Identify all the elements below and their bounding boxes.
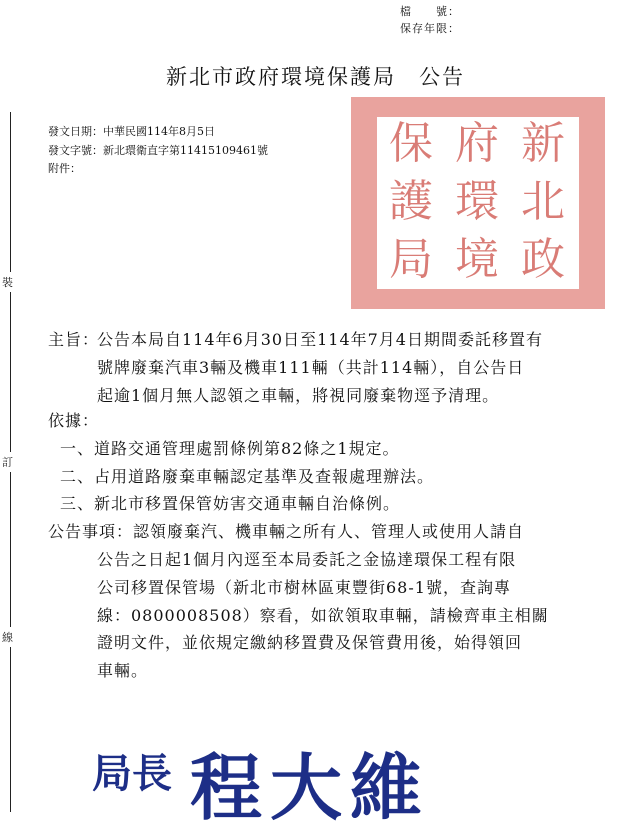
- margin-mark-bind: 裝: [2, 272, 13, 292]
- seal-char: 局: [389, 234, 433, 285]
- seal-char: 環: [455, 176, 499, 227]
- notice-line: 公司移置保管場（新北市樹林區東豐街68-1號，查詢專: [97, 578, 511, 597]
- seal-char: 政: [521, 234, 565, 285]
- seal-char: 保: [389, 118, 433, 169]
- seal-char: 護: [389, 176, 433, 227]
- seal-char: 境: [455, 234, 499, 285]
- subject-line: 號牌廢棄汽車3輛及機車111輛（共計114輛），自公告日: [97, 358, 525, 377]
- notice-label: 公告事項：: [48, 522, 134, 541]
- serial-number-label: 檔 號：: [400, 5, 460, 18]
- seal-char: 新: [521, 118, 565, 169]
- basis-item: 一、道路交通管理處罰條例第82條之1規定。: [60, 439, 400, 458]
- issue-date: 發文日期：中華民國114年8月5日: [48, 125, 215, 138]
- subject-line: 公告本局自114年6月30日至114年7月4日期間委託移置有: [97, 330, 543, 349]
- basis-item: 二、占用道路廢棄車輛認定基準及查報處理辦法。: [60, 467, 435, 486]
- director-title: 局長: [92, 750, 172, 797]
- margin-mark-staple: 訂: [2, 452, 13, 472]
- notice-line: 公告之日起1個月內逕至本局委託之金協達環保工程有限: [97, 550, 517, 569]
- document-number: 發文字號：新北環衛直字第11415109461號: [48, 144, 268, 157]
- notice-line: 線：0800008508）察看，如欲領取車輛，請檢齊車主相關: [97, 606, 549, 625]
- attachment-label: 附件：: [48, 162, 81, 175]
- subject-label: 主旨：: [48, 330, 100, 349]
- basis-label: 依據：: [48, 411, 100, 430]
- basis-item: 三、新北市移置保管妨害交通車輛自治條例。: [60, 494, 401, 513]
- margin-mark-line: 線: [2, 627, 13, 647]
- director-signature: 程大維: [190, 745, 431, 830]
- retention-period-label: 保存年限：: [400, 22, 460, 35]
- seal-char: 府: [455, 118, 499, 169]
- subject-line: 起逾1個月無人認領之車輛，將視同廢棄物逕予清理。: [97, 386, 500, 405]
- document-title: 新北市政府環境保護局 公告: [166, 65, 465, 89]
- notice-line: 車輛。: [97, 661, 149, 680]
- notice-line: 認領廢棄汽、機車輛之所有人、管理人或使用人請自: [133, 522, 525, 541]
- notice-line: 證明文件，並依規定繳納移置費及保管費用後，始得領回: [97, 633, 523, 652]
- official-seal: [351, 97, 605, 309]
- seal-char: 北: [521, 176, 565, 227]
